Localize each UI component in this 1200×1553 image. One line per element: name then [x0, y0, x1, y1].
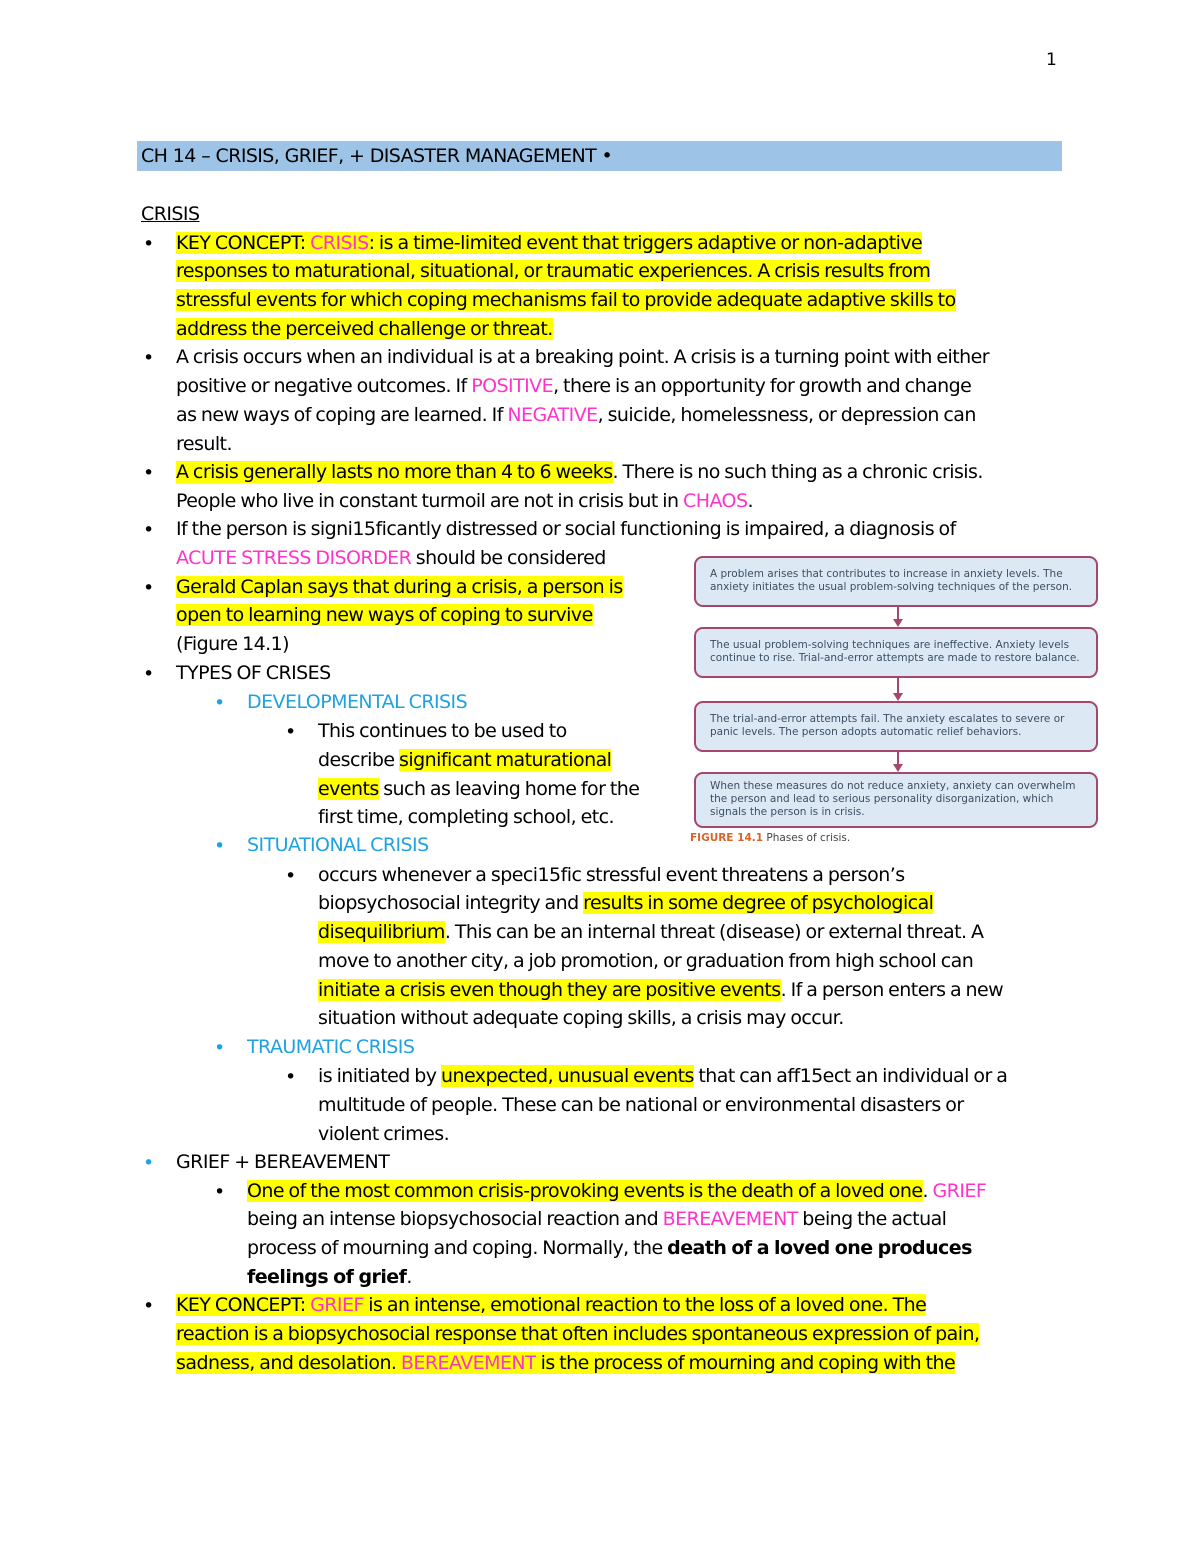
situational-line: biopsychosocial integrity and results in some degree of psychological: [318, 892, 934, 914]
bullet-glyph: •: [143, 663, 154, 685]
page-number: 1: [1046, 50, 1057, 70]
caplan-line: Gerald Caplan says that during a crisis, a person is: [176, 576, 623, 598]
traumatic-line: multitude of people. These can be national or environmental disasters or: [318, 1094, 964, 1116]
down-arrow-icon: [894, 752, 902, 772]
figure-phases-of-crisis: [690, 556, 1102, 846]
traumatic-line: is initiated by unexpected, unusual events that can aff15ect an individual or a: [318, 1065, 1008, 1087]
bullet-glyph: •: [214, 1181, 225, 1203]
down-arrow-icon: [894, 678, 902, 701]
grief-line: feelings of grief.: [247, 1266, 412, 1288]
developmental-line: describe significant maturational: [318, 749, 612, 771]
developmental-line: first time, completing school, etc.: [318, 806, 615, 828]
situational-line: move to another city, a job promotion, or graduation from high school can: [318, 950, 974, 972]
situational-line: initiate a crisis even though they are positive events. If a person enters a new: [318, 979, 1004, 1001]
bullet-glyph: •: [143, 462, 154, 484]
breaking-point-line: result.: [176, 433, 232, 455]
acute-stress-line: If the person is signi15ficantly distressed or social functioning is impaired, a diagnosis of: [176, 518, 956, 540]
phase-box-4: When these measures do not reduce anxiety, anxiety can overwhelm the person and lead to serious personality disorganization, which signals the person is in crisis.: [694, 772, 1098, 828]
acute-stress-line: ACUTE STRESS DISORDER should be considered: [176, 547, 606, 569]
situational-crisis-heading: SITUATIONAL CRISIS: [247, 834, 429, 856]
figure-caption: FIGURE 14.1 Phases of crisis.: [690, 832, 851, 844]
phase-box-2: The usual problem-solving techniques are ineffective. Anxiety levels continue to rise. Trial-and-error attempts are made to restore balance.: [694, 627, 1098, 678]
bullet-glyph: •: [143, 1295, 154, 1317]
bullet-glyph: •: [214, 835, 225, 857]
phase-box-1: A problem arises that contributes to increase in anxiety levels. The anxiety initiates the usual problem-solving techniques of the person.: [694, 556, 1098, 607]
chapter-title-bar: CH 14 – CRISIS, GRIEF, + DISASTER MANAGEMENT •: [137, 141, 1062, 171]
situational-line: disequilibrium. This can be an internal threat (disease) or external threat. A: [318, 921, 984, 943]
types-of-crises-heading: TYPES OF CRISES: [176, 662, 331, 684]
developmental-line: events such as leaving home for the: [318, 778, 640, 800]
caplan-line: open to learning new ways of coping to survive: [176, 604, 593, 626]
traumatic-crisis-heading: TRAUMATIC CRISIS: [247, 1036, 415, 1058]
breaking-point-line: positive or negative outcomes. If POSITIVE, there is an opportunity for growth and change: [176, 375, 972, 397]
section-heading-crisis: CRISIS: [141, 203, 200, 225]
grief-line: being an intense biopsychosocial reaction and BEREAVEMENT being the actual: [247, 1208, 947, 1230]
key-concept-grief-line: KEY CONCEPT: GRIEF is an intense, emotional reaction to the loss of a loved one. The: [176, 1294, 927, 1316]
breaking-point-line: A crisis occurs when an individual is at a breaking point. A crisis is a turning point with either: [176, 346, 990, 368]
grief-line: One of the most common crisis-provoking events is the death of a loved one. GRIEF: [247, 1180, 987, 1202]
key-concept-grief-line: sadness, and desolation. BEREAVEMENT is the process of mourning and coping with the: [176, 1352, 956, 1374]
bullet-glyph: •: [285, 721, 296, 743]
situational-line: occurs whenever a speci15fic stressful event threatens a person’s: [318, 864, 905, 886]
bullet-glyph: •: [143, 1152, 154, 1174]
bullet-glyph: •: [143, 347, 154, 369]
traumatic-line: violent crimes.: [318, 1123, 450, 1145]
key-concept-crisis-line: KEY CONCEPT: CRISIS: is a time-limited event that triggers adaptive or non-adaptive: [176, 232, 923, 254]
key-concept-crisis-line: address the perceived challenge or threat.: [176, 318, 553, 340]
bullet-glyph: •: [285, 1066, 296, 1088]
breaking-point-line: as new ways of coping are learned. If NEGATIVE, suicide, homelessness, or depression can: [176, 404, 976, 426]
bullet-glyph: •: [285, 865, 296, 887]
down-arrow-icon: [894, 607, 902, 627]
bullet-glyph: •: [143, 233, 154, 255]
bullet-glyph: •: [214, 692, 225, 714]
situational-line: situation without adequate coping skills, a crisis may occur.: [318, 1007, 844, 1029]
developmental-crisis-heading: DEVELOPMENTAL CRISIS: [247, 691, 468, 713]
crisis-duration-line: A crisis generally lasts no more than 4 to 6 weeks. There is no such thing as a chronic crisis.: [176, 461, 983, 483]
bullet-glyph: •: [214, 1037, 225, 1059]
crisis-duration-line: People who live in constant turmoil are not in crisis but in CHAOS.: [176, 490, 753, 512]
grief-line: process of mourning and coping. Normally, the death of a loved one produces: [247, 1237, 972, 1259]
developmental-line: This continues to be used to: [318, 720, 567, 742]
grief-bereavement-heading: GRIEF + BEREAVEMENT: [176, 1151, 390, 1173]
bullet-glyph: •: [143, 577, 154, 599]
caplan-line: (Figure 14.1): [176, 633, 290, 655]
key-concept-crisis-line: responses to maturational, situational, or traumatic experiences. A crisis results from: [176, 260, 931, 282]
phase-box-3: The trial-and-error attempts fail. The anxiety escalates to severe or panic levels. The person adopts automatic relief behaviors.: [694, 701, 1098, 752]
bullet-glyph: •: [143, 519, 154, 541]
key-concept-crisis-line: stressful events for which coping mechanisms fail to provide adequate adaptive skills to: [176, 289, 956, 311]
key-concept-grief-line: reaction is a biopsychosocial response that often includes spontaneous expression of pain,: [176, 1323, 980, 1345]
